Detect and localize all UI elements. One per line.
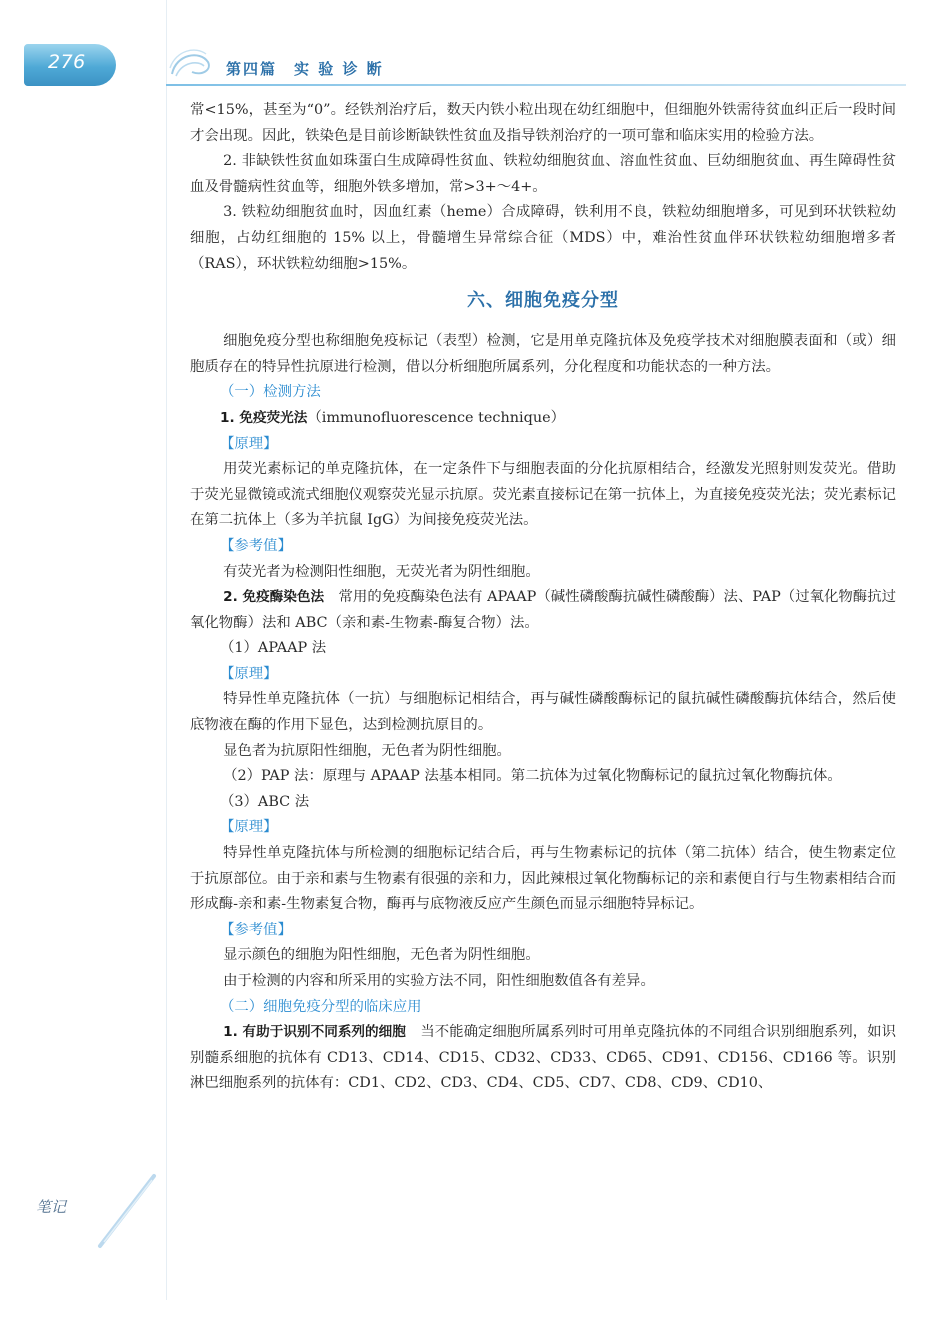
page-content xyxy=(190,98,896,1097)
notes-label: 笔记 xyxy=(36,1198,67,1216)
subsection-heading-methods: （一）检测方法 xyxy=(220,384,321,401)
reference-label: 【参考值】 xyxy=(220,537,292,554)
method-1-title xyxy=(190,406,896,432)
pen-icon xyxy=(92,1170,162,1250)
abc-reference-label: 【参考值】 xyxy=(220,921,292,938)
pap-paragraph: （2）PAP 法：原理与 APAAP 法基本相同。第二抗体为过氧化物酶标记的鼠抗过氧化物酶抗体。 xyxy=(223,768,842,785)
page-number-badge xyxy=(24,44,116,86)
abc-principle: 特异性单克隆抗体与所检测的细胞标记结合后，再与生物素标记的抗体（第二抗体）结合，使生物素定位于抗原部位。由于亲和素与生物素有很强的亲和力，因此辣根过氧化物酶标记的亲和素便自行与生物素相结合而形成酶-亲和素-生物素复合物，酶再与底物液反应产生颜色而显示细胞特异标记。 xyxy=(190,845,896,913)
main-heading: 六、细胞免疫分型 xyxy=(467,290,619,312)
margin-rule xyxy=(166,0,167,1300)
abc-principle-label: 【原理】 xyxy=(220,819,278,836)
method-1-title-rest: （immunofluorescence technique） xyxy=(307,409,566,426)
abc-title: （3）ABC 法 xyxy=(220,793,310,810)
method-1-title-bold: 1. 免疫荧光法 xyxy=(220,409,308,426)
header-divider xyxy=(166,84,906,86)
subsection-heading-clinical: （二）细胞免疫分型的临床应用 xyxy=(220,998,422,1015)
notes-margin xyxy=(36,1196,146,1266)
clinical-item-1-text: 当不能确定细胞所属系列时可用单克隆抗体的不同组合识别细胞系列，如识别髓系细胞的抗体有 CD13、CD14、CD15、CD32、CD33、CD65、CD91、CD156、CD166 等。识别淋巴细胞系列的抗体有：CD1、CD2、CD3、CD4、CD5、CD7、CD8、CD9、CD10、 xyxy=(190,1024,896,1092)
method-2-title-bold: 2. 免疫酶染色法 xyxy=(223,589,325,606)
swirl-logo-icon xyxy=(166,44,214,84)
apaap-title: （1）APAAP 法 xyxy=(220,640,327,657)
method-2-paragraph xyxy=(190,585,896,636)
page-number: 276 xyxy=(48,51,86,73)
section-title: 第四篇 实 验 诊 断 xyxy=(226,60,384,78)
method-2-text: 常用的免疫酶染色法有 APAAP（碱性磷酸酶抗碱性磷酸酶）法、PAP（过氧化物酶抗过氧化物酶）法和 ABC（亲和素-生物素-酶复合物）法。 xyxy=(190,589,897,631)
paragraph-item-3: 3. 铁粒幼细胞贫血时，因血红素（heme）合成障碍，铁利用不良，铁粒幼细胞增多，可见到环状铁粒幼细胞，占幼红细胞的 15% 以上，骨髓增生异常综合征（MDS）中，难治性贫血伴环状铁粒幼细胞增多者（RAS），环状铁粒幼细胞>15%。 xyxy=(190,204,896,272)
apaap-principle-label: 【原理】 xyxy=(220,665,278,682)
paragraph-continued: 常<15%，甚至为“0”。经铁剂治疗后，数天内铁小粒出现在幼红细胞中，但细胞外铁需待贫血纠正后一段时间才会出现。因此，铁染色是目前诊断缺铁性贫血及指导铁剂治疗的一项可靠和临床实用的检验方法。 xyxy=(190,102,896,144)
apaap-result: 显色者为抗原阳性细胞，无色者为阴性细胞。 xyxy=(223,742,511,759)
clinical-item-1 xyxy=(190,1020,896,1097)
abc-reference: 显示颜色的细胞为阳性细胞，无色者为阴性细胞。 xyxy=(223,947,540,964)
intro-paragraph: 细胞免疫分型也称细胞免疫标记（表型）检测，它是用单克隆抗体及免疫学技术对细胞膜表面和（或）细胞质存在的特异性抗原进行检测，借以分析细胞所属系列，分化程度和功能状态的一种方法。 xyxy=(190,333,896,375)
paragraph-item-2: 2. 非缺铁性贫血如珠蛋白生成障碍性贫血、铁粒幼细胞贫血、溶血性贫血、巨幼细胞贫血、再生障碍性贫血及骨髓病性贫血等，细胞外铁多增加，常>3+～4+。 xyxy=(190,153,896,195)
principle-label: 【原理】 xyxy=(220,435,278,452)
method-1-principle: 用荧光素标记的单克隆抗体，在一定条件下与细胞表面的分化抗原相结合，经激发光照射则发荧光。借助于荧光显微镜或流式细胞仪观察荧光显示抗原。荧光素直接标记在第一抗体上，为直接免疫荧光法；荧光素标记在第二抗体上（多为羊抗鼠 IgG）为间接免疫荧光法。 xyxy=(190,461,896,529)
clinical-item-1-bold: 1. 有助于识别不同系列的细胞 xyxy=(223,1024,406,1041)
apaap-principle: 特异性单克隆抗体（一抗）与细胞标记相结合，再与碱性磷酸酶标记的鼠抗碱性磷酸酶抗体结合，然后使底物液在酶的作用下显色，达到检测抗原目的。 xyxy=(190,691,896,734)
abc-note: 由于检测的内容和所采用的实验方法不同，阳性细胞数值各有差异。 xyxy=(223,973,655,989)
method-1-reference: 有荧光者为检测阳性细胞，无荧光者为阴性细胞。 xyxy=(223,563,540,580)
